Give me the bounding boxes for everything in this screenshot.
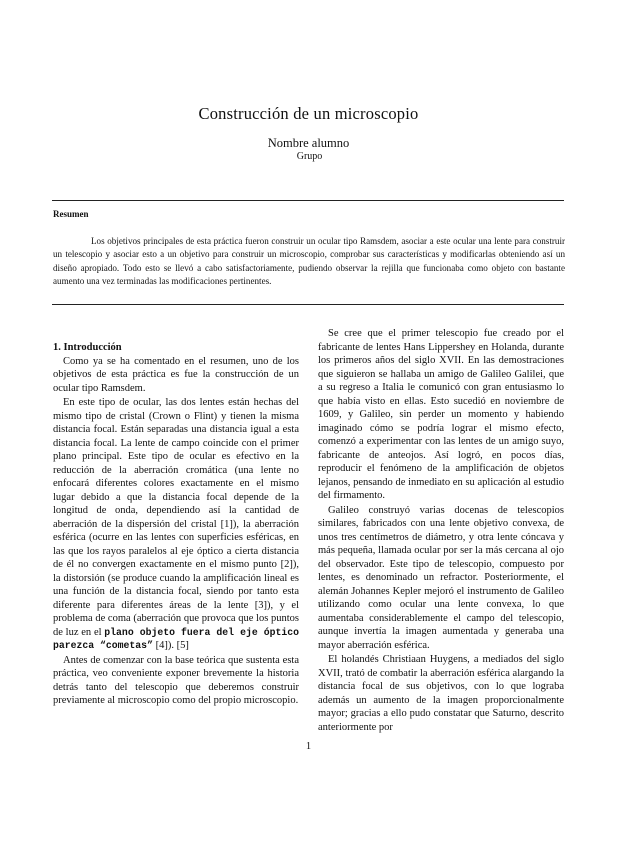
abstract-top-rule bbox=[52, 200, 564, 201]
section-heading-introduccion: 1. Introducción bbox=[53, 342, 122, 353]
history-paragraph-1: Se cree que el primer telescopio fue creado por el fabricante de lentes Hans Lippershey en Holanda, durante los primeros años del siglo XVII. En las demostraciones que siguieron se hallaba un amigo de Galileo Galilei, que a su regreso a Italia le comunicó con gran entusiasmo lo que había visto en ellas. Esto sucedió en noviembre de 1609, y Galileo, sin perder un momento y habiendo imaginado cómo se podría lograr el mismo efecto, comenzó a experimentar con las lentes de un amigo suyo, fabricante de anteojos. Así logró, en pocos días, reproducir el fenómeno de la amplificación de objetos lejanos, pensando de inmediato en su aplicación al estudio del firmamento. bbox=[318, 328, 564, 501]
intro-paragraph-2-text: En este tipo de ocular, las dos lentes están hechas del mismo tipo de cristal (Crown o Flint) y tienen la misma distancia focal. Están separadas una distancia igual a esta distancia focal. La lente de campo coincide con el primer plano principal. Este tipo de ocular es efectivo en la reducción de la aberración cromática (una lente no enfocará diferentes colores exactamente en el mismo lugar debido a que la distancia focal depende de la longitud de onda, dependiendo así la cantidad de aberración de la dispersión del cristal [1]), la aberración esférica (ocurre en las lentes con superficies esféricas, en las que los rayos paralelos al eje óptico a cierta distancia de él no convergen exactamente en el mismo punto [2]), la distorsión (se produce cuando la amplificación lineal es una función de la distancia focal, siendo por tanto esta diferente para diferentes áreas de la lente [3]), y el problema de coma (aberración que provoca que los puntos de luz en el bbox=[53, 397, 299, 638]
paper-title: Construcción de un microscopio bbox=[198, 104, 419, 123]
history-paragraph-2: Galileo construyó varias docenas de telescopios similares, fabricados con una lente objetivo convexa, de unos tres centímetros de diámetro, y otra lente cóncava y más pequeña, llamada ocular por ser la más cercana al ojo del observador. Este tipo de telescopio, compuesto por lentes, es denominado un refractor. Posteriormente, el alemán Johannes Kepler mejoró el instrumento de Galileo utilizando como ocular una lente convexa, lo que aumentaba considerablemente el campo del telescopio, aunque invertía la imagen aumentada y generaba una mayor aberración esférica. bbox=[318, 504, 564, 651]
intro-paragraph-2 bbox=[53, 396, 299, 653]
author-group: Grupo bbox=[296, 151, 323, 162]
left-column bbox=[53, 341, 299, 709]
intro-paragraph-3: Antes de comenzar con la base teórica que sustenta esta práctica, veo conveniente exponer brevemente la historia detrás tanto del telescopio que deberemos construir previamente al microscopio como del propio microscopio. bbox=[53, 654, 299, 706]
abstract-bottom-rule bbox=[52, 304, 564, 305]
author-name: Nombre alumno bbox=[267, 136, 350, 150]
history-paragraph-3: El holandés Christiaan Huygens, a mediados del siglo XVII, trató de combatir la aberración esférica alargando la distancia focal de sus objetivos, con lo que lograba además un aumento de la imagen proporcionalmente mayor; gracias a ello pudo constatar que Saturno, descrito anteriormente por bbox=[318, 654, 564, 733]
intro-paragraph-2-citation: [4]). [5] bbox=[155, 640, 189, 651]
abstract-label: Resumen bbox=[53, 209, 89, 219]
intro-paragraph-1: Como ya se ha comentado en el resumen, uno de los objetivos de esta práctica es fue la construcción de un ocular tipo Ramsdem. bbox=[53, 355, 299, 394]
page-number: 1 bbox=[305, 741, 312, 752]
abstract-text: Los objetivos principales de esta práctica fueron construir un ocular tipo Ramsdem, asociar a este ocular una lente para construir un telescopio y asociar esto a un objetivo para construir un microscopio, comprobar sus características y modificarlas obteniendo así un diseño apropiado. Todo esto se llevó a cabo satisfactoriamente, pudiendo observar la rejilla que funcionaba como objeto con bastante aumento una vez terminadas las modificaciones pertinentes. bbox=[53, 236, 565, 287]
intro-paragraph-2-mono-phrase: plano objeto fuera del eje óptico parezca “cometas” bbox=[53, 626, 300, 651]
right-column bbox=[318, 327, 564, 735]
